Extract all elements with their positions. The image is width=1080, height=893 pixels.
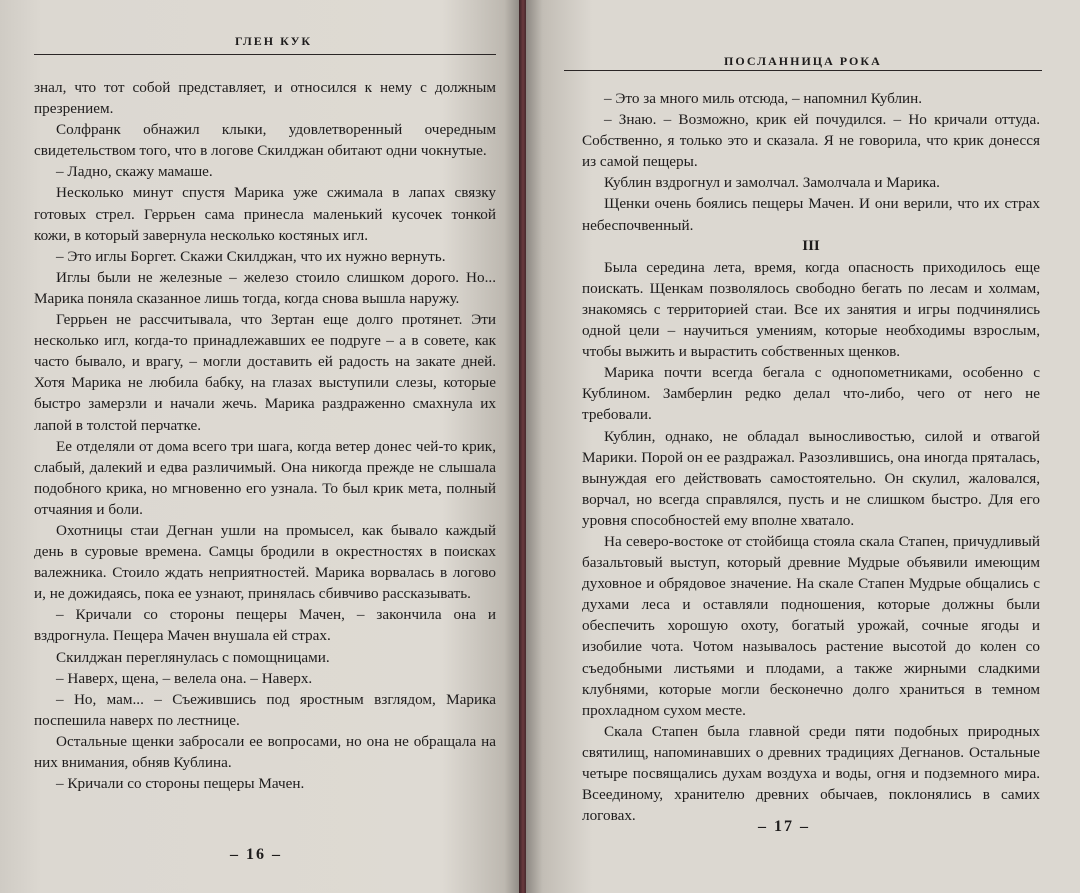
- running-head-author: ГЛЕН КУК: [235, 34, 313, 48]
- left-page: [0, 0, 521, 893]
- paragraph: – Ладно, скажу мамаше.: [56, 163, 213, 181]
- paragraph: Скала Стапен была главной среди пяти подобных природных святилищ, напоминавших о древних традициях Дегнанов. Остальные четыре посвящались духам воздуха и воды, огня и подземного мира. Всеединому, хранителю древних обычаев, поклонялись в самих логовах.: [582, 722, 1040, 825]
- paragraph: Несколько минут спустя Марика уже сжимала в лапах связку готовых стрел. Геррьен сама принесла маленький кусочек тонкой кожи, в который завернула несколько костяных игл.: [34, 184, 496, 244]
- page-number: – 17 –: [758, 818, 810, 835]
- right-page: [526, 0, 1080, 893]
- paragraph: Скилджан переглянулась с помощницами.: [56, 648, 330, 666]
- paragraph: Солфранк обнажил клыки, удовлетворенный очередным свидетельством того, что в логове Скилджан обитают одни чокнутые.: [34, 121, 496, 160]
- paragraph: Остальные щенки забросали ее вопросами, но она не обращала на них внимания, обняв Кублина.: [34, 732, 496, 771]
- right-page-text: [582, 88, 1040, 826]
- paragraph: Была середина лета, время, когда опасность приходилось еще поискать. Щенкам позволялось свободно бегать по лесам и холмам, знакомясь с территорией стаи. Все их занятия и игры подчинялись одной цели – научиться умениям, которые необходимы взрослым, чтобы выжить и вырастить собственных щенков.: [582, 258, 1040, 361]
- paragraph: – Наверх, щена, – велела она. – Наверх.: [56, 669, 313, 687]
- paragraph: Щенки очень боялись пещеры Мачен. И они верили, что их страх небеспочвенный.: [582, 195, 1040, 234]
- header-rule: [34, 54, 496, 55]
- paragraph: Охотницы стаи Дегнан ушли на промысел, как бывало каждый день в суровые времена. Самцы бродили в окрестностях в поисках валежника. Стоило ждать неприятностей. Марика ворвалась в логово и, не дожидаясь, пока ее узнают, принялась сбивчиво рассказывать.: [34, 521, 496, 603]
- paragraph: – Это за много миль отсюда, – напомнил Кублин.: [604, 90, 923, 107]
- paragraph: Марика почти всегда бегала с однопометниками, особенно с Кублином. Замберлин редко делал что-либо, чего от него не требовали.: [582, 364, 1040, 424]
- running-head-title: ПОСЛАННИЦА РОКА: [724, 54, 882, 68]
- paragraph: знал, что тот собой представляет, и относился к нему с должным презрением.: [34, 79, 496, 118]
- header-rule: [564, 70, 1042, 71]
- paragraph: Геррьен не рассчитывала, что Зертан еще долго протянет. Эти несколько игл, когда-то принадлежавших ее подруге – а в совете, как часто бывало, и врагу, – могли доставить ей радость на закате дней. Хотя Марика не любила бабку, на глазах выступили слезы, которые быстро замерзли и начали жечь. Марика раздраженно смахнула их лапой в толстой перчатке.: [34, 311, 496, 434]
- paragraph: Иглы были не железные – железо стоило слишком дорого. Но... Марика поняла сказанное лишь тогда, когда снова вышла наружу.: [34, 268, 496, 307]
- paragraph: Ее отделяли от дома всего три шага, когда ветер донес чей-то крик, слабый, далекий и едва различимый. Она никогда прежде не слышала подобного крика, но мгновенно его узнала. То был крик мета, полный отчаяния и боли.: [34, 437, 496, 518]
- paragraph: – Но, мам... – Съежившись под яростным взглядом, Марика поспешила наверх по лестнице.: [34, 690, 496, 729]
- chapter-heading: III: [802, 237, 820, 254]
- paragraph: На северо-востоке от стойбища стояла скала Стапен, причудливый базальтовый выступ, который древние Мудрые объявили имеющим духовное и обрядовое значение. На скале Стапен Мудрые общались с духами леса и оставляли подношения, которые должны были обеспечить хорошую охоту, богатый урожай, сочные ягоды и изобилие чота. Чотом называлось растение высотой до колен со съедобными листьями и плодами, а также жирными сладкими клубнями, которые могли бесконечно долго храниться в темном прохладном сухом месте.: [582, 532, 1040, 719]
- paragraph: – Знаю. – Возможно, крик ей почудился. – Но кричали оттуда. Собственно, я только это и сказала. Я не говорила, что крик донесся из самой пещеры.: [582, 111, 1040, 171]
- paragraph: Кублин, однако, не обладал выносливостью, силой и отвагой Марики. Порой он ее раздражал. Разозлившись, она иногда пряталась, вынуждая его действовать самостоятельно. Он скулил, жаловался, ворчал, но всегда справлялся, пусть и не слишком быстро. Для его уровня способностей ему вполне хватало.: [582, 427, 1040, 529]
- paragraph: – Это иглы Боргет. Скажи Скилджан, что их нужно вернуть.: [56, 247, 446, 265]
- page-number: – 16 –: [230, 846, 282, 863]
- paragraph: Кублин вздрогнул и замолчал. Замолчала и Марика.: [604, 174, 940, 192]
- paragraph: – Кричали со стороны пещеры Мачен, – закончила она и вздрогнула. Пещера Мачен внушала ей страх.: [34, 606, 496, 645]
- left-page-text: [34, 77, 496, 794]
- paragraph: – Кричали со стороны пещеры Мачен.: [56, 775, 305, 793]
